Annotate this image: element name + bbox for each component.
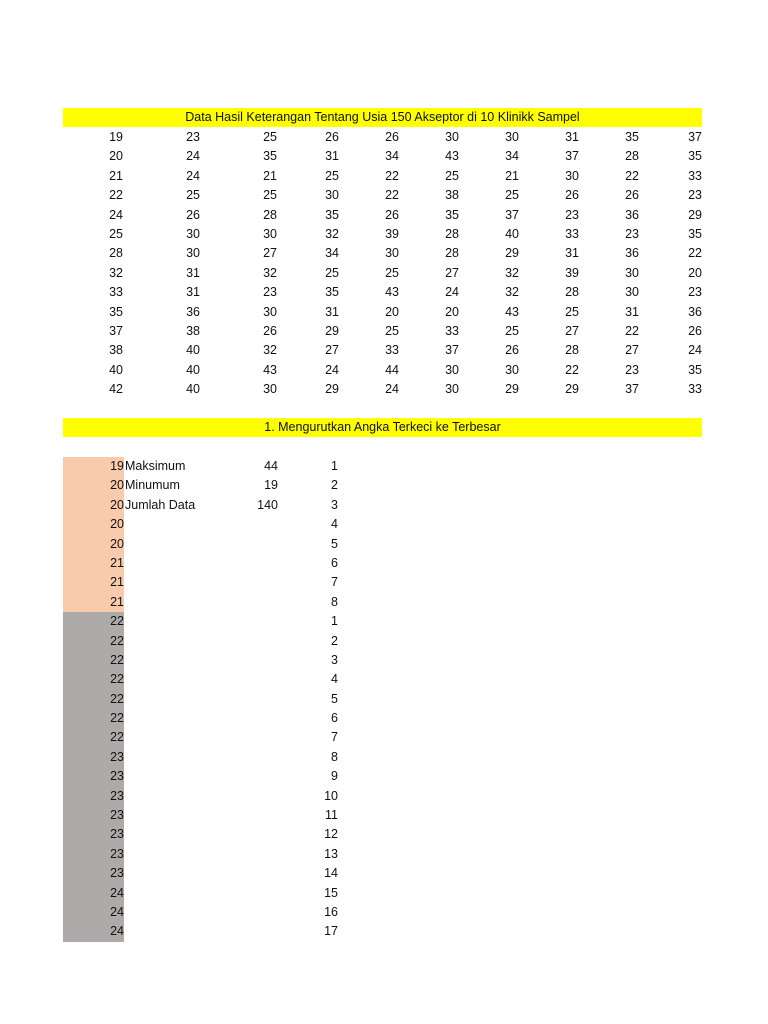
table-cell: 32 <box>505 285 519 300</box>
group-counter: 14 <box>324 866 338 881</box>
sorted-row <box>63 554 363 573</box>
table-cell: 35 <box>688 149 702 164</box>
table-cell: 37 <box>109 323 123 338</box>
table-cell: 23 <box>263 285 277 300</box>
section-title: 1. Mengurutkan Angka Terkeci ke Terbesar <box>63 418 702 437</box>
table-cell: 29 <box>325 323 339 338</box>
table-cell: 25 <box>263 188 277 203</box>
table-cell: 42 <box>109 382 123 397</box>
table-cell: 34 <box>385 149 399 164</box>
sorted-row <box>63 767 363 786</box>
sorted-value: 21 <box>110 594 124 609</box>
table-cell: 24 <box>385 382 399 397</box>
sorted-row <box>63 496 363 515</box>
table-cell: 37 <box>445 343 459 358</box>
table-cell: 25 <box>445 168 459 183</box>
sorted-row <box>63 670 363 689</box>
table-cell: 35 <box>688 226 702 241</box>
group-counter: 4 <box>331 517 338 532</box>
table-cell: 35 <box>625 130 639 144</box>
table-cell: 43 <box>263 362 277 377</box>
table-cell: 39 <box>565 265 579 280</box>
group-counter: 9 <box>331 769 338 784</box>
table-cell: 30 <box>263 304 277 319</box>
group-counter: 10 <box>324 788 338 803</box>
table-cell: 31 <box>565 246 579 261</box>
table-cell: 34 <box>325 246 339 261</box>
sorted-row <box>63 806 363 825</box>
sorted-value: 22 <box>110 730 124 745</box>
table-cell: 28 <box>565 343 579 358</box>
table-cell: 28 <box>625 149 639 164</box>
table-cell: 26 <box>385 130 399 144</box>
table-cell: 36 <box>625 246 639 261</box>
table-cell: 25 <box>109 226 123 241</box>
table-cell: 44 <box>385 362 399 377</box>
sorted-value: 23 <box>110 808 124 823</box>
table-cell: 22 <box>688 246 702 261</box>
group-counter: 2 <box>331 478 338 493</box>
table-cell: 22 <box>565 362 579 377</box>
table-cell: 32 <box>505 265 519 280</box>
table-cell: 43 <box>445 149 459 164</box>
group-counter: 5 <box>331 691 338 706</box>
group-counter: 13 <box>324 846 338 861</box>
sorted-row <box>63 884 363 903</box>
sorted-value: 22 <box>110 614 124 629</box>
stat-value: 19 <box>264 478 278 493</box>
group-counter: 6 <box>331 555 338 570</box>
table-cell: 29 <box>565 382 579 397</box>
table-cell: 39 <box>385 226 399 241</box>
table-cell: 19 <box>109 130 123 144</box>
group-counter: 16 <box>324 904 338 919</box>
group-counter: 7 <box>331 575 338 590</box>
table-cell: 23 <box>565 207 579 222</box>
data-table <box>63 128 702 399</box>
table-cell: 22 <box>625 323 639 338</box>
table-cell: 30 <box>505 362 519 377</box>
table-row <box>63 225 702 244</box>
sorted-row <box>63 748 363 767</box>
table-cell: 25 <box>325 265 339 280</box>
table-cell: 40 <box>186 362 200 377</box>
table-cell: 26 <box>385 207 399 222</box>
sorted-value: 21 <box>110 555 124 570</box>
table-cell: 20 <box>109 149 123 164</box>
table-row <box>63 361 702 380</box>
table-cell: 21 <box>109 168 123 183</box>
table-cell: 33 <box>565 226 579 241</box>
sorted-row <box>63 651 363 670</box>
stat-value: 44 <box>264 459 278 473</box>
group-counter: 17 <box>324 924 338 939</box>
table-cell: 25 <box>263 130 277 144</box>
table-row <box>63 322 702 341</box>
table-cell: 25 <box>325 168 339 183</box>
sorted-value: 23 <box>110 846 124 861</box>
sorted-value: 23 <box>110 769 124 784</box>
table-cell: 25 <box>565 304 579 319</box>
sorted-value: 24 <box>110 885 124 900</box>
sorted-value: 21 <box>110 575 124 590</box>
sorted-row <box>63 515 363 534</box>
stat-label: Maksimum <box>125 459 186 473</box>
sorted-row <box>63 728 363 747</box>
table-cell: 29 <box>688 207 702 222</box>
table-cell: 28 <box>445 246 459 261</box>
table-cell: 29 <box>325 382 339 397</box>
table-cell: 33 <box>385 343 399 358</box>
stat-value: 140 <box>257 497 278 512</box>
group-counter: 1 <box>331 614 338 629</box>
group-counter: 4 <box>331 672 338 687</box>
table-cell: 25 <box>505 188 519 203</box>
table-cell: 28 <box>565 285 579 300</box>
group-counter: 12 <box>324 827 338 842</box>
sorted-value: 20 <box>110 536 124 551</box>
table-cell: 37 <box>505 207 519 222</box>
table-cell: 27 <box>263 246 277 261</box>
table-cell: 26 <box>505 343 519 358</box>
table-cell: 23 <box>625 226 639 241</box>
table-cell: 26 <box>625 188 639 203</box>
table-cell: 24 <box>688 343 702 358</box>
sorted-row <box>63 864 363 883</box>
table-row <box>63 380 702 399</box>
table-cell: 35 <box>263 149 277 164</box>
table-cell: 33 <box>109 285 123 300</box>
stat-label: Jumlah Data <box>125 497 196 512</box>
table-cell: 24 <box>445 285 459 300</box>
table-cell: 37 <box>565 149 579 164</box>
sorted-row <box>63 690 363 709</box>
sorted-value: 23 <box>110 749 124 764</box>
sorted-row <box>63 845 363 864</box>
table-cell: 38 <box>186 323 200 338</box>
group-counter: 11 <box>325 808 338 823</box>
table-cell: 33 <box>688 168 702 183</box>
table-cell: 20 <box>688 265 702 280</box>
table-cell: 24 <box>109 207 123 222</box>
sorted-value: 20 <box>110 478 124 493</box>
sorted-value: 24 <box>110 924 124 939</box>
table-cell: 30 <box>385 246 399 261</box>
sorted-value: 19 <box>110 459 124 473</box>
table-cell: 24 <box>325 362 339 377</box>
table-cell: 34 <box>505 149 519 164</box>
table-cell: 30 <box>445 382 459 397</box>
table-cell: 31 <box>325 149 339 164</box>
table-cell: 31 <box>565 130 579 144</box>
sorted-row <box>63 476 363 495</box>
sorted-value: 23 <box>110 866 124 881</box>
table-title: Data Hasil Keterangan Tentang Usia 150 Akseptor di 10 Klinikk Sampel <box>63 108 702 127</box>
table-cell: 31 <box>186 265 200 280</box>
table-cell: 31 <box>625 304 639 319</box>
sorted-row <box>63 922 363 941</box>
sorted-value: 22 <box>110 652 124 667</box>
table-cell: 30 <box>625 285 639 300</box>
table-cell: 40 <box>505 226 519 241</box>
table-cell: 27 <box>445 265 459 280</box>
sorted-value: 23 <box>110 827 124 842</box>
group-counter: 2 <box>331 633 338 648</box>
table-cell: 31 <box>186 285 200 300</box>
table-cell: 30 <box>565 168 579 183</box>
table-cell: 33 <box>688 382 702 397</box>
table-cell: 22 <box>385 188 399 203</box>
table-cell: 20 <box>445 304 459 319</box>
table-cell: 43 <box>505 304 519 319</box>
table-cell: 35 <box>325 285 339 300</box>
table-cell: 43 <box>385 285 399 300</box>
table-cell: 36 <box>186 304 200 319</box>
table-cell: 40 <box>109 362 123 377</box>
table-cell: 32 <box>325 226 339 241</box>
table-cell: 30 <box>445 362 459 377</box>
table-cell: 23 <box>625 362 639 377</box>
table-cell: 23 <box>186 130 200 144</box>
table-cell: 23 <box>688 188 702 203</box>
table-cell: 30 <box>505 130 519 144</box>
table-cell: 26 <box>325 130 339 144</box>
table-cell: 35 <box>325 207 339 222</box>
sorted-row <box>63 709 363 728</box>
table-cell: 35 <box>109 304 123 319</box>
table-cell: 36 <box>625 207 639 222</box>
sorted-row <box>63 787 363 806</box>
sorted-row <box>63 593 363 612</box>
table-row <box>63 264 702 283</box>
table-cell: 38 <box>109 343 123 358</box>
table-cell: 25 <box>505 323 519 338</box>
table-row <box>63 283 702 302</box>
table-cell: 30 <box>325 188 339 203</box>
table-cell: 30 <box>263 382 277 397</box>
group-counter: 7 <box>331 730 338 745</box>
group-counter: 8 <box>331 594 338 609</box>
table-cell: 28 <box>445 226 459 241</box>
table-cell: 29 <box>505 246 519 261</box>
sorted-value: 22 <box>110 711 124 726</box>
table-cell: 35 <box>688 362 702 377</box>
table-cell: 32 <box>109 265 123 280</box>
table-cell: 29 <box>505 382 519 397</box>
table-cell: 32 <box>263 343 277 358</box>
sorted-value: 23 <box>110 788 124 803</box>
table-cell: 30 <box>186 246 200 261</box>
table-cell: 27 <box>625 343 639 358</box>
sorted-value: 24 <box>110 904 124 919</box>
sorted-list <box>63 457 363 942</box>
table-cell: 30 <box>625 265 639 280</box>
sorted-value: 20 <box>110 497 124 512</box>
table-cell: 30 <box>263 226 277 241</box>
table-cell: 22 <box>625 168 639 183</box>
table-row <box>63 244 702 263</box>
table-cell: 26 <box>186 207 200 222</box>
table-cell: 38 <box>445 188 459 203</box>
table-cell: 36 <box>688 304 702 319</box>
stat-label: Minumum <box>125 478 180 493</box>
table-cell: 33 <box>445 323 459 338</box>
table-cell: 21 <box>505 168 519 183</box>
sorted-value: 22 <box>110 633 124 648</box>
sorted-value: 22 <box>110 691 124 706</box>
table-cell: 26 <box>565 188 579 203</box>
table-cell: 25 <box>186 188 200 203</box>
table-row <box>63 341 702 360</box>
sorted-row <box>63 457 363 476</box>
sorted-row <box>63 535 363 554</box>
sorted-value: 22 <box>110 672 124 687</box>
table-cell: 25 <box>385 323 399 338</box>
table-cell: 40 <box>186 343 200 358</box>
group-counter: 6 <box>331 711 338 726</box>
group-counter: 3 <box>331 652 338 667</box>
table-row <box>63 167 702 186</box>
group-counter: 15 <box>324 885 338 900</box>
table-cell: 22 <box>109 188 123 203</box>
group-counter: 8 <box>331 749 338 764</box>
table-row <box>63 206 702 225</box>
table-cell: 26 <box>688 323 702 338</box>
table-cell: 30 <box>186 226 200 241</box>
table-cell: 32 <box>263 265 277 280</box>
table-row <box>63 147 702 166</box>
table-row <box>63 128 702 147</box>
group-counter: 5 <box>331 536 338 551</box>
table-cell: 24 <box>186 149 200 164</box>
group-counter: 3 <box>331 497 338 512</box>
table-cell: 27 <box>565 323 579 338</box>
table-cell: 37 <box>625 382 639 397</box>
table-row <box>63 186 702 205</box>
table-cell: 40 <box>186 382 200 397</box>
sorted-value: 20 <box>110 517 124 532</box>
sorted-row <box>63 632 363 651</box>
table-cell: 27 <box>325 343 339 358</box>
table-cell: 26 <box>263 323 277 338</box>
table-row <box>63 303 702 322</box>
sorted-row <box>63 825 363 844</box>
sorted-row <box>63 903 363 922</box>
table-cell: 23 <box>688 285 702 300</box>
sorted-row <box>63 612 363 631</box>
table-cell: 21 <box>263 168 277 183</box>
sorted-row <box>63 573 363 592</box>
table-cell: 20 <box>385 304 399 319</box>
table-cell: 35 <box>445 207 459 222</box>
group-counter: 1 <box>331 459 338 473</box>
table-cell: 28 <box>263 207 277 222</box>
table-cell: 25 <box>385 265 399 280</box>
table-cell: 28 <box>109 246 123 261</box>
table-cell: 37 <box>688 130 702 144</box>
table-cell: 31 <box>325 304 339 319</box>
table-cell: 24 <box>186 168 200 183</box>
table-cell: 30 <box>445 130 459 144</box>
table-cell: 22 <box>385 168 399 183</box>
